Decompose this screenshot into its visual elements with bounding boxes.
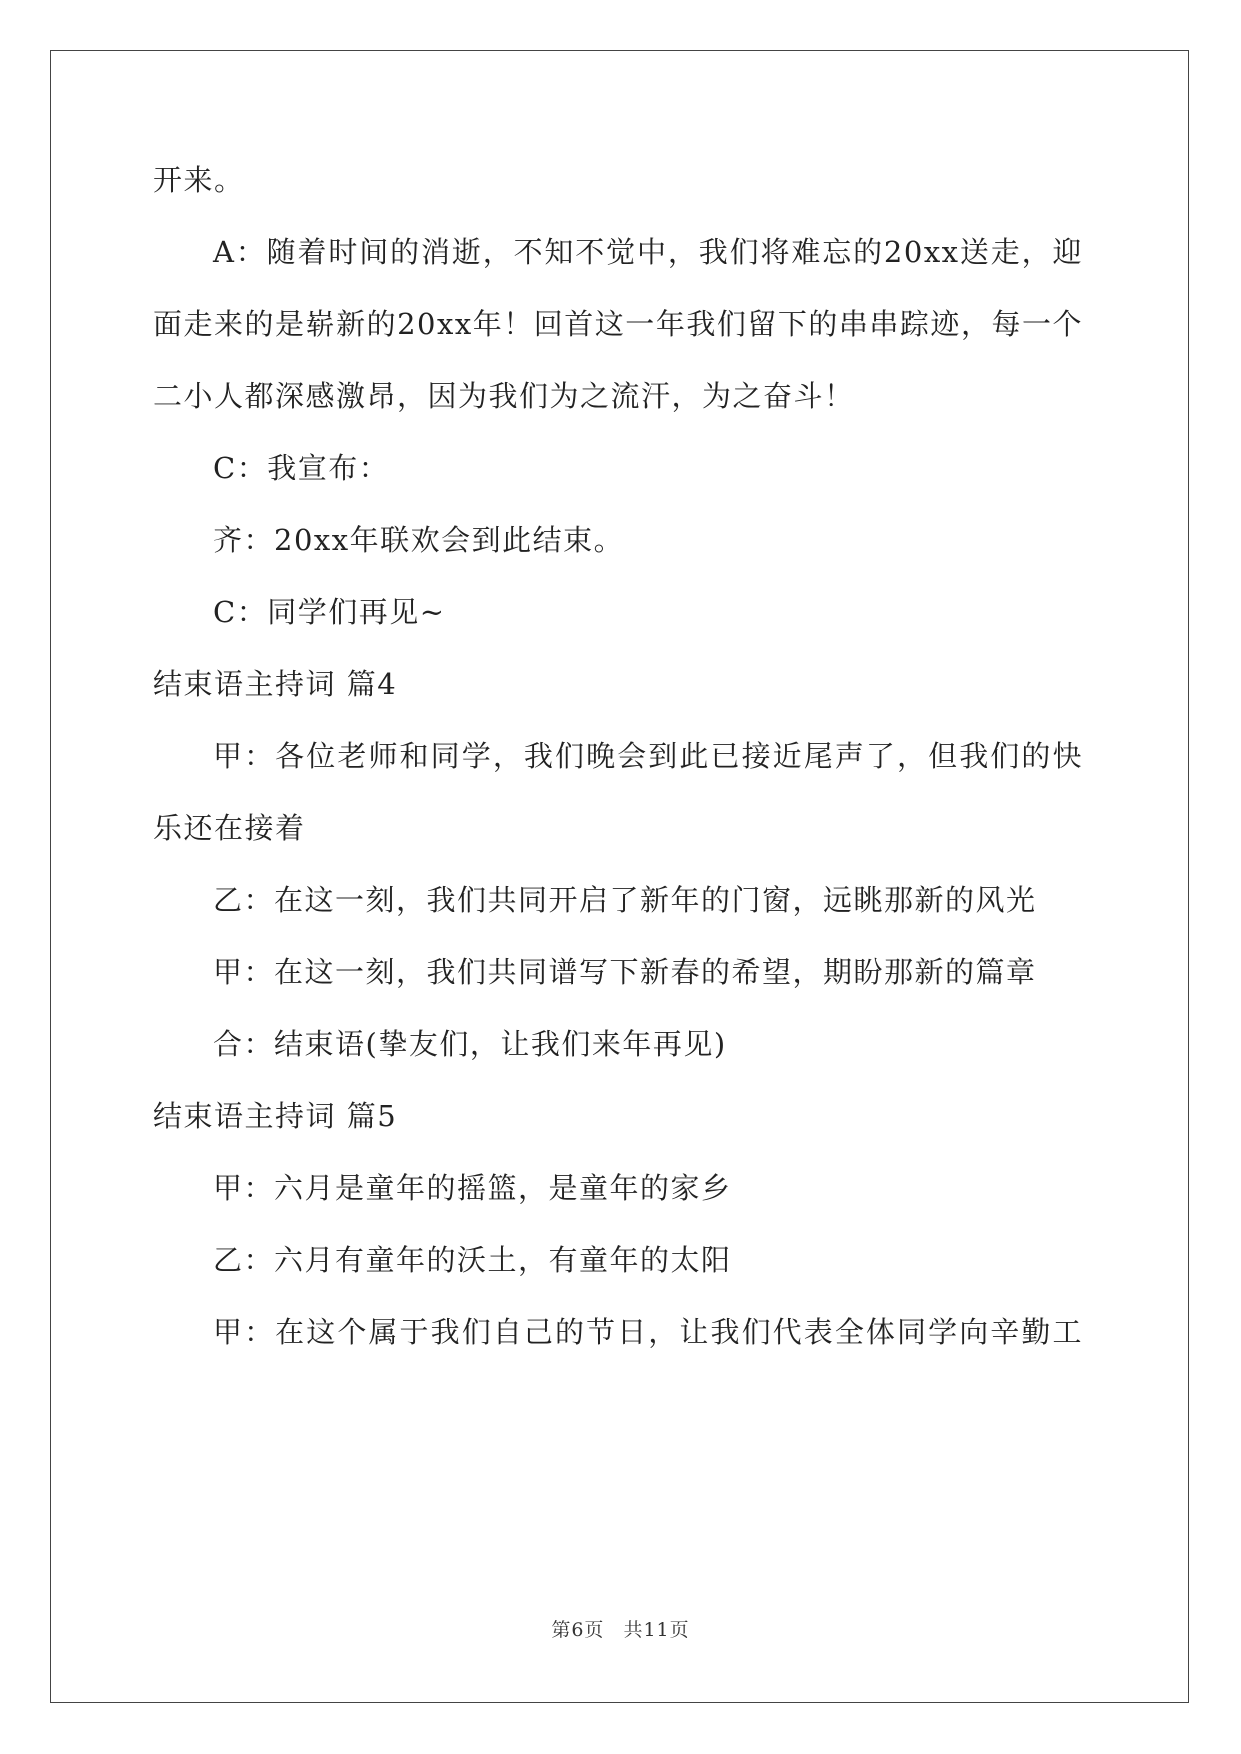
- page-total: 共11页: [623, 1619, 690, 1641]
- paragraph-line: A：随着时间的消逝，不知不觉中，我们将难忘的20xx送走，迎: [213, 235, 1083, 269]
- paragraph-line: 甲：各位老师和同学，我们晚会到此已接近尾声了，但我们的快: [213, 739, 1083, 773]
- paragraph-line: 甲：六月是童年的摇篮，是童年的家乡: [213, 1171, 732, 1205]
- paragraph-line: 甲：在这一刻，我们共同谱写下新春的希望，期盼那新的篇章: [213, 955, 1037, 989]
- paragraph-line: 开来。: [153, 163, 245, 197]
- page-frame: [50, 50, 1189, 1703]
- page-number: 第6页: [551, 1619, 605, 1641]
- paragraph-line: 合：结束语(挚友们，让我们来年再见): [213, 1027, 727, 1061]
- section-heading: 结束语主持词 篇4: [153, 667, 398, 701]
- section-heading: 结束语主持词 篇5: [153, 1099, 398, 1133]
- paragraph-line: C：我宣布：: [213, 451, 390, 485]
- paragraph-line: C：同学们再见~: [213, 595, 446, 629]
- page-footer: [0, 1618, 1241, 1642]
- paragraph-line: 乙：六月有童年的沃土，有童年的太阳: [213, 1243, 732, 1277]
- paragraph-line: 乐还在接着: [153, 811, 306, 845]
- paragraph-line: 齐：20xx年联欢会到此结束。: [213, 523, 625, 557]
- paragraph-line: 面走来的是崭新的20xx年！回首这一年我们留下的串串踪迹，每一个: [153, 307, 1083, 341]
- paragraph-line: 乙：在这一刻，我们共同开启了新年的门窗，远眺那新的风光: [213, 883, 1037, 917]
- paragraph-line: 甲：在这个属于我们自己的节日，让我们代表全体同学向辛勤工: [213, 1315, 1083, 1349]
- paragraph-line: 二小人都深感激昂，因为我们为之流汗，为之奋斗！: [153, 379, 855, 413]
